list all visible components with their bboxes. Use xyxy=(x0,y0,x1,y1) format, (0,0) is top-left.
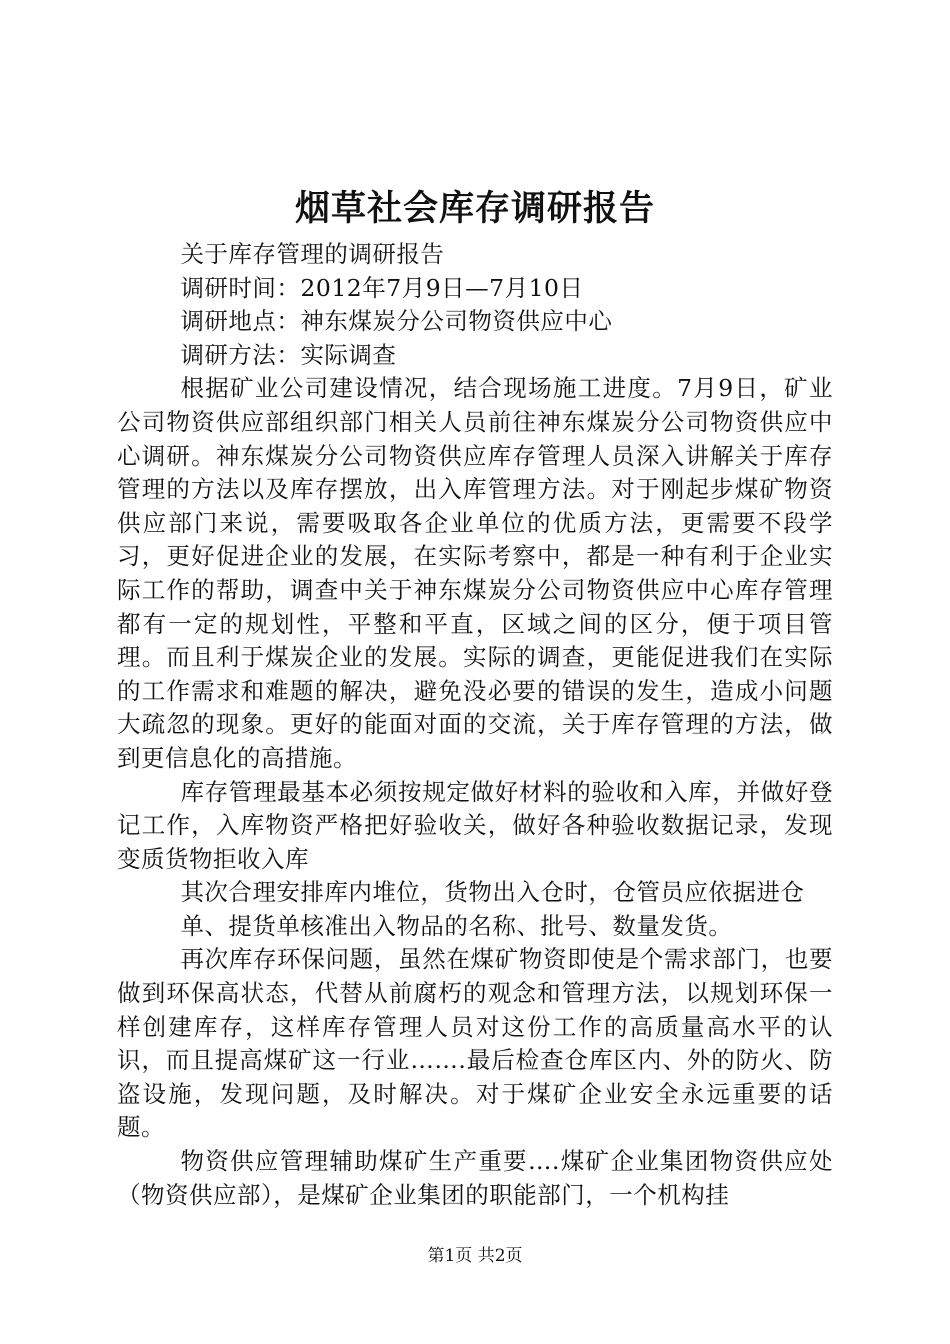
paragraph-body: 其次合理安排库内堆位，货物出入仓时，仓管员应依据进仓 xyxy=(180,878,805,907)
document-title: 烟草社会库存调研报告 xyxy=(294,188,655,229)
paragraph-research-location: 调研地点：神东煤炭分公司物资供应中心 xyxy=(180,307,613,336)
paragraph-research-method: 调研方法：实际调查 xyxy=(180,340,397,369)
paragraph-body: 根据矿业公司建设情况，结合现场施工进度。7月9日，矿业公司物资供应部组织部门相关人员前往神东煤炭分公司物资供应中心调研。神东煤炭分公司物资供应库存管理人员深入讲解关于库存管理的方法以及库存摆放，出入库管理方法。对于刚起步煤矿物资供应部门来说，需要吸取各企业单位的优质方法，更需要不段学习，更好促进企业的发展，在实际考察中，都是一种有利于企业实际工作的帮助，调查中关于神东煤炭分公司物资供应中心库存管理都有一定的规划性，平整和平直，区域之间的区分，便于项目管理。而且利于煤炭企业的发展。实际的调查，更能促进我们在实际的工作需求和难题的解决，避免没必要的错误的发生，造成小问题大疏忽的现象。更好的能面对面的交流，关于库存管理的方法，做到更信息化的高措施。 xyxy=(117,374,833,772)
page-footer: 第1页 共2页 xyxy=(427,1246,523,1266)
paragraph-body: 物资供应管理辅助煤矿生产重要….煤矿企业集团物资供应处（物资供应部），是煤矿企业集团的职能部门，一个机构挂 xyxy=(117,1147,833,1209)
paragraph-subtitle: 关于库存管理的调研报告 xyxy=(180,240,445,268)
paragraph-body: 单、提货单核准出入物品的名称、批号、数量发货。 xyxy=(180,911,733,940)
paragraph-body: 库存管理最基本必须按规定做好材料的验收和入库，并做好登记工作，入库物资严格把好验收关，做好各种验收数据记录，发现变质货物拒收入库 xyxy=(117,777,833,873)
paragraph-research-time: 调研时间：2012年7月9日—7月10日 xyxy=(180,273,584,302)
document-body xyxy=(117,238,833,1212)
paragraph-body: 再次库存环保问题，虽然在煤矿物资即使是个需求部门，也要做到环保高状态，代替从前腐朽的观念和管理方法，以规划环保一样创建库存，这样库存管理人员对这份工作的高质量高水平的认识，而且提高煤矿这一行业…….最后检查仓库区内、外的防火、防盗设施，发现问题，及时解决。对于煤矿企业安全永远重要的话题。 xyxy=(117,945,833,1142)
